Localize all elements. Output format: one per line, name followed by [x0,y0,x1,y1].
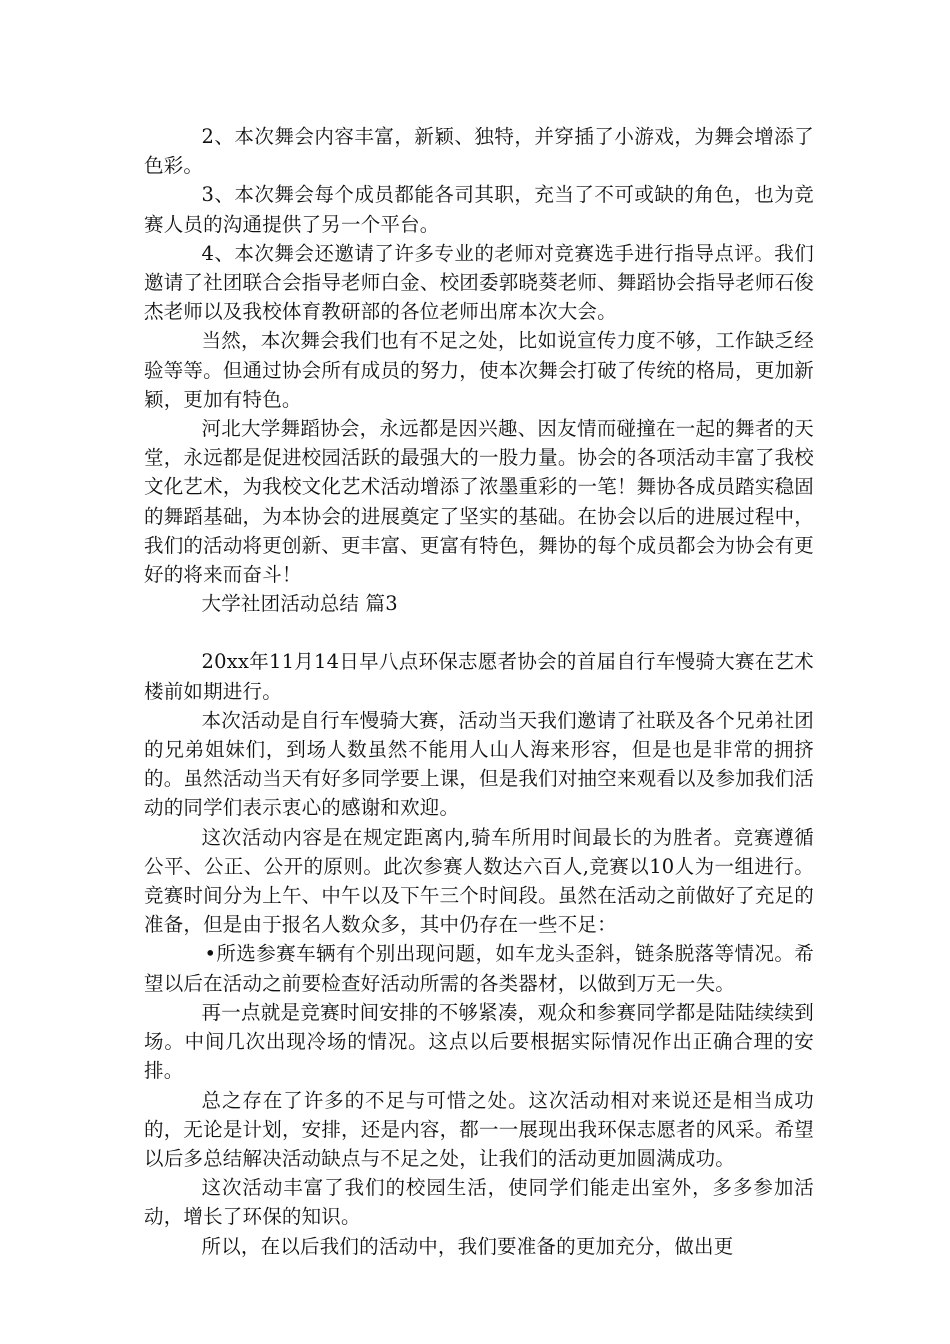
blank-line [144,618,814,647]
paragraph: 当然，本次舞会我们也有不足之处，比如说宣传力度不够，工作缺乏经验等等。但通过协会所有成员的努力，使本次舞会打破了传统的格局，更加新颖，更加有特色。 [144,329,814,411]
paragraph: 3、本次舞会每个成员都能各司其职，充当了不可或缺的角色，也为竞赛人员的沟通提供了另一个平台。 [144,183,814,236]
paragraph: 这次活动内容是在规定距离内,骑车所用时间最长的为胜者。竞赛遵循公平、公正、公开的原则。此次参赛人数达六百人,竞赛以10人为一组进行。竞赛时间分为上午、中午以及下午三个时间段。虽然在活动之前做好了充足的准备，但是由于报名人数众多，其中仍存在一些不足： [144,825,814,937]
bullet-paragraph: •所选参赛车辆有个别出现问题，如车龙头歪斜，链条脱落等情况。希望以后在活动之前要检查好活动所需的各类器材，以做到万无一失。 [144,942,814,995]
paragraph: 再一点就是竞赛时间安排的不够紧凑，观众和参赛同学都是陆陆续续到场。中间几次出现冷场的情况。这点以后要根据实际情况作出正确合理的安排。 [144,1000,814,1083]
section-heading: 大学社团活动总结 篇3 [201,592,398,616]
paragraph: 本次活动是自行车慢骑大赛，活动当天我们邀请了社联及各个兄弟社团的兄弟姐妹们，到场人数虽然不能用人山人海来形容，但是也是非常的拥挤的。虽然活动当天有好多同学要上课，但是我们对抽空来观看以及参加我们活动的同学们表示衷心的感谢和欢迎。 [144,708,814,820]
document-page [144,122,814,1261]
paragraph: 这次活动丰富了我们的校园生活，使同学们能走出室外，多多参加活动，增长了环保的知识。 [144,1176,814,1229]
paragraph: 20xx年11月14日早八点环保志愿者协会的首届自行车慢骑大赛在艺术楼前如期进行。 [144,650,814,703]
paragraph: 河北大学舞蹈协会，永远都是因兴趣、因友情而碰撞在一起的舞者的天堂，永远都是促进校园活跃的最强大的一股力量。协会的各项活动丰富了我校文化艺术，为我校文化艺术活动增添了浓墨重彩的一笔！舞协各成员踏实稳固的舞蹈基础，为本协会的进展奠定了坚实的基础。在协会以后的进展过程中，我们的活动将更创新、更丰富、更富有特色，舞协的每个成员都会为协会有更好的将来而奋斗！ [144,417,814,587]
paragraph: 4、本次舞会还邀请了许多专业的老师对竞赛选手进行指导点评。我们邀请了社团联合会指导老师白金、校团委郭晓葵老师、舞蹈协会指导老师石俊杰老师以及我校体育教研部的各位老师出席本次大会。 [144,241,814,324]
paragraph: 所以，在以后我们的活动中，我们要准备的更加充分，做出更 [201,1234,734,1258]
paragraph: 2、本次舞会内容丰富，新颖、独特，并穿插了小游戏，为舞会增添了色彩。 [144,125,814,178]
paragraph: 总之存在了许多的不足与可惜之处。这次活动相对来说还是相当成功的，无论是计划，安排，还是内容，都一一展现出我环保志愿者的风采。希望以后多总结解决活动缺点与不足之处，让我们的活动更加圆满成功。 [144,1088,814,1170]
